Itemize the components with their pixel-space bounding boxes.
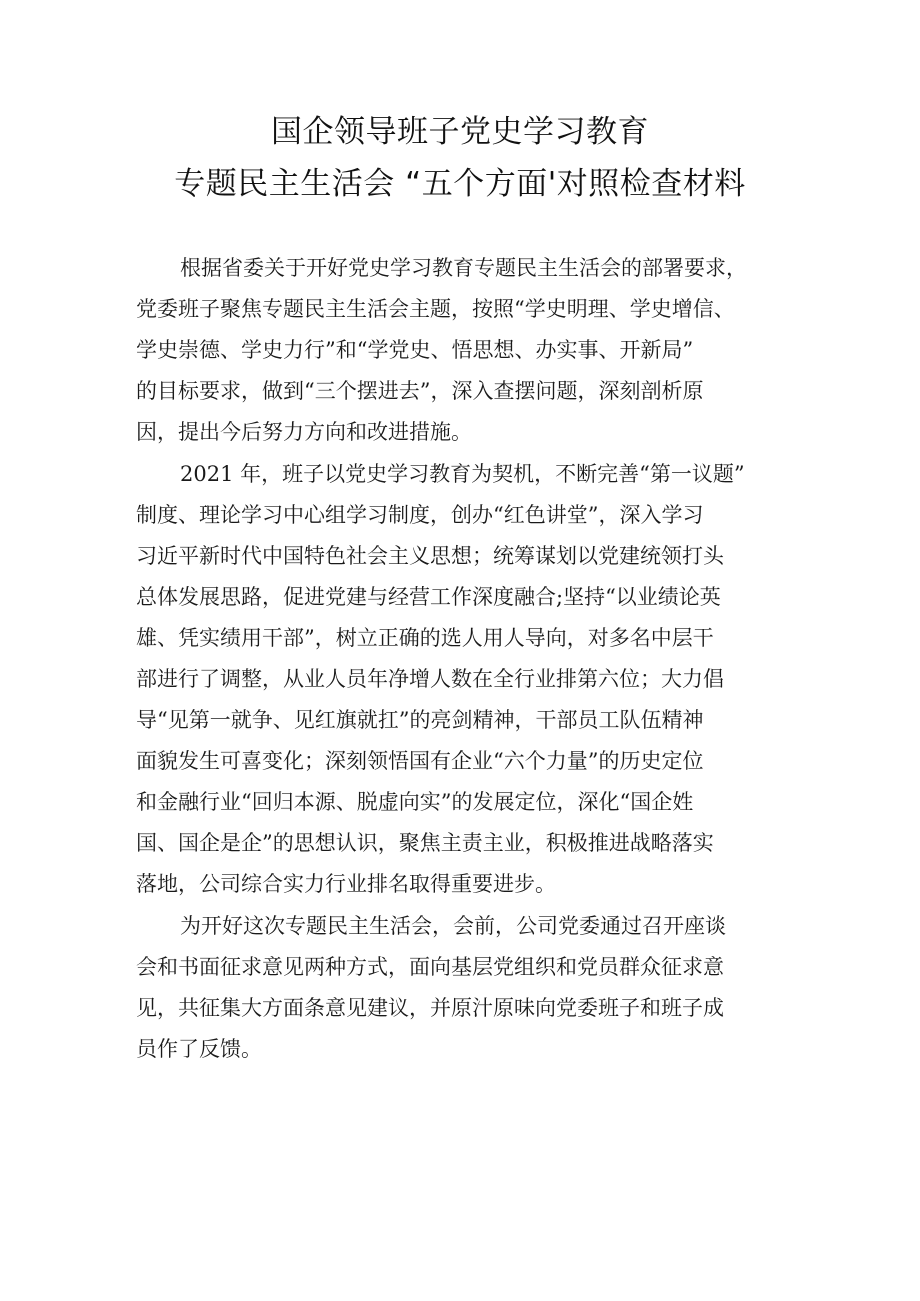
paragraph-3 — [136, 906, 786, 1070]
text-line: 学史崇德、学史力行”和“学党史、悟思想、办实事、开新局” — [136, 338, 694, 362]
text-line: 导“见第一就争、见红旗就扛”的亮剑精神，干部员工队伍精神 — [136, 708, 704, 732]
text-line: 和金融行业“回归本源、脱虚向实”的发展定位，深化“国企姓 — [136, 790, 694, 814]
paragraph-1 — [136, 248, 786, 453]
text-line: 制度、理论学习中心组学习制度，创办“红色讲堂”，深入学习 — [136, 503, 704, 527]
text-line: 为开好这次专题民主生活会，会前，公司党委通过召开座谈 — [180, 914, 726, 938]
text-line: 根据省委关于开好党史学习教育专题民主生活会的部署要求， — [180, 256, 747, 280]
text-line: 会和书面征求意见两种方式，面向基层党组织和党员群众征求意 — [136, 955, 724, 979]
text-line: 雄、凭实绩用干部”，树立正确的选人用人导向，对多名中层干 — [136, 626, 714, 650]
text-line: 国、国企是企”的思想认识，聚焦主责主业，积极推进战略落实 — [136, 831, 714, 855]
text-line: 2021 年，班子以党史学习教育为契机，不断完善“第一议题” — [180, 462, 745, 486]
text-line: 的目标要求，做到“三个摆进去”，深入查摆问题，深刻剖析原 — [136, 379, 704, 403]
text-line: 习近平新时代中国特色社会主义思想；统筹谋划以党建统领打头 — [136, 544, 724, 568]
title-line-1: 国企领导班子党史学习教育 — [271, 114, 649, 150]
text-line: 总体发展思路，促进党建与经营工作深度融合;坚持“以业绩论英 — [136, 585, 721, 609]
text-line: 见，共征集大方面条意见建议，并原汁原味向党委班子和班子成 — [136, 996, 724, 1020]
text-line: 落地，公司综合实力行业排名取得重要进步。 — [136, 872, 556, 896]
text-line: 因，提出今后努力方向和改进措施。 — [136, 420, 472, 444]
title-line-2: 专题民主生活会 “五个方面'对照检查材料 — [174, 166, 746, 202]
text-line: 员作了反馈。 — [136, 1037, 262, 1061]
text-line: 党委班子聚焦专题民主生活会主题，按照“学史明理、学史增信、 — [136, 297, 735, 321]
document-body — [136, 248, 786, 1071]
text-line: 部进行了调整，从业人员年净增人数在全行业排第六位；大力倡 — [136, 667, 724, 691]
document-title — [0, 106, 920, 210]
paragraph-2 — [136, 454, 786, 905]
text-line: 面貌发生可喜变化；深刻领悟国有企业“六个力量”的历史定位 — [136, 749, 704, 773]
